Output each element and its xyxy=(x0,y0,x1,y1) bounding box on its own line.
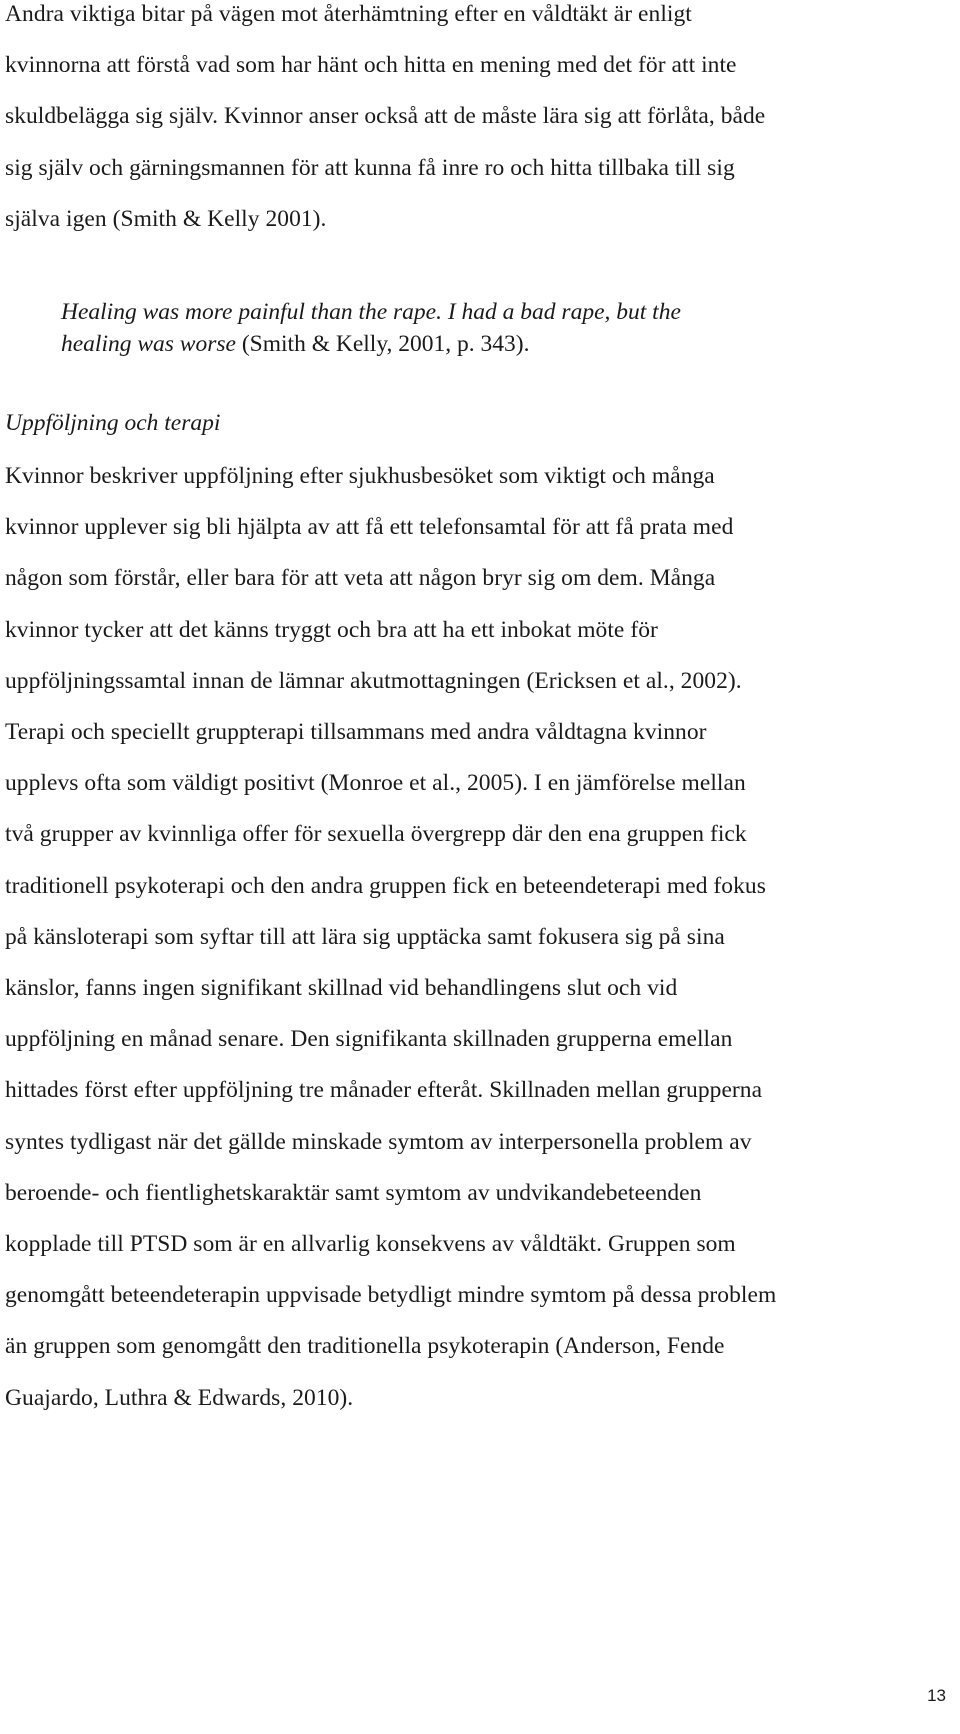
text-line: skuldbelägga sig själv. Kvinnor anser också att de måste lära sig att förlåta, både xyxy=(5,103,766,130)
text-line: sig själv och gärningsmannen för att kunna få inre ro och hitta tillbaka till sig xyxy=(5,154,735,181)
text-line: syntes tydligast när det gällde minskade symtom av interpersonella problem av xyxy=(5,1128,752,1155)
block-quote xyxy=(61,296,921,360)
text-line: någon som förstår, eller bara för att veta att någon bryr sig om dem. Många xyxy=(5,565,716,592)
text-line: Kvinnor beskriver uppföljning efter sjukhusbesöket som viktigt och många xyxy=(5,463,715,489)
text-line: uppföljning en månad senare. Den signifikanta skillnaden grupperna emellan xyxy=(5,1026,733,1053)
text-line: själva igen (Smith & Kelly 2001). xyxy=(5,205,327,232)
text-line: kopplade till PTSD som är en allvarlig konsekvens av våldtäkt. Gruppen som xyxy=(5,1231,736,1258)
text-line: Andra viktiga bitar på vägen mot återhämtning efter en våldtäkt är enligt xyxy=(5,1,692,27)
text-line: Guajardo, Luthra & Edwards, 2010). xyxy=(5,1384,354,1411)
text-line: beroende- och fientlighetskaraktär samt symtom av undvikandebeteenden xyxy=(5,1179,702,1206)
quote-citation: (Smith & Kelly, 2001, p. 343). xyxy=(235,331,530,357)
text-line: upplevs ofta som väldigt positivt (Monroe et al., 2005). I en jämförelse mellan xyxy=(5,770,746,797)
body-paragraph xyxy=(5,451,955,1424)
text-line: kvinnorna att förstå vad som har hänt och hitta en mening med det för att inte xyxy=(5,52,737,79)
text-line: kvinnor upplever sig bli hjälpta av att få ett telefonsamtal för att få prata med xyxy=(5,514,734,541)
quote-italic-text: healing was worse xyxy=(61,331,236,357)
text-line: genomgått beteendeterapin uppvisade betydligt mindre symtom på dessa problem xyxy=(5,1282,777,1309)
text-line: två grupper av kvinnliga offer för sexuella övergrepp där den ena gruppen fick xyxy=(5,821,747,848)
text-line: traditionell psykoterapi och den andra gruppen fick en beteendeterapi med fokus xyxy=(5,872,766,899)
quote-line xyxy=(61,296,921,328)
quote-italic-text: Healing was more painful than the rape. I had a bad rape, but the xyxy=(61,299,681,325)
text-line: än gruppen som genomgått den traditionella psykoterapin (Anderson, Fende xyxy=(5,1333,725,1360)
text-line: på känsloterapi som syftar till att lära sig upptäcka samt fokusera sig på sina xyxy=(5,923,725,950)
text-line: Terapi och speciellt gruppterapi tillsammans med andra våldtagna kvinnor xyxy=(5,719,707,746)
text-line: kvinnor tycker att det känns tryggt och bra att ha ett inbokat möte för xyxy=(5,616,658,643)
text-line: känslor, fanns ingen signifikant skillnad vid behandlingens slut och vid xyxy=(5,975,678,1002)
quote-line xyxy=(61,328,921,360)
text-line: hittades först efter uppföljning tre månader efteråt. Skillnaden mellan grupperna xyxy=(5,1077,763,1104)
text-line: uppföljningssamtal innan de lämnar akutmottagningen (Ericksen et al., 2002). xyxy=(5,667,742,694)
page-number: 13 xyxy=(927,1686,946,1705)
section-heading: Uppföljning och terapi xyxy=(5,410,221,436)
body-paragraph xyxy=(5,0,955,245)
